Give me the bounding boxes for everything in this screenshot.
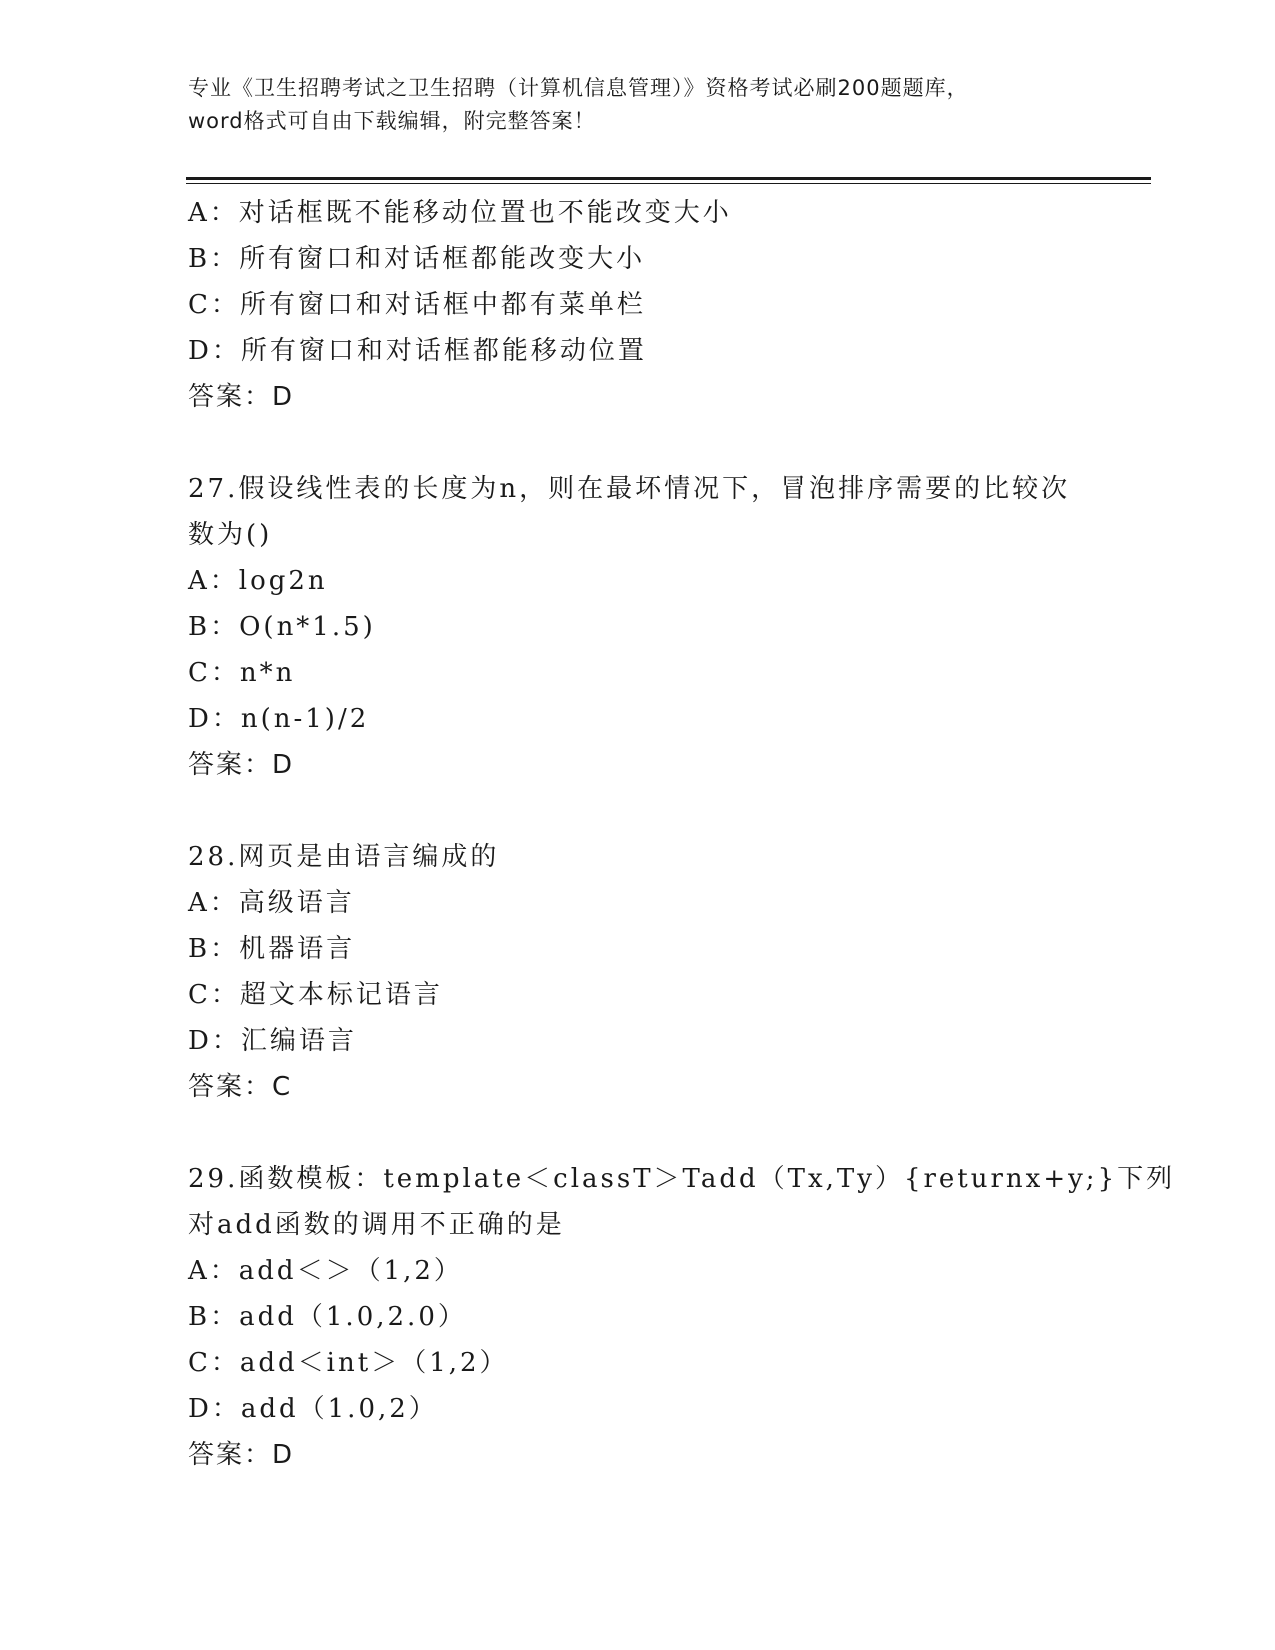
header-line-2: word格式可自由下载编辑，附完整答案！ xyxy=(188,109,596,133)
option-d: D：n(n-1)/2 xyxy=(188,704,370,734)
question-stem-line: 27.假设线性表的长度为n，则在最坏情况下，冒泡排序需要的比较次 xyxy=(188,474,1071,504)
question-26-continued xyxy=(188,190,1088,420)
header-rule-thin xyxy=(186,183,1151,184)
spacer xyxy=(188,788,1088,834)
option-d: D：add（1.0,2） xyxy=(188,1394,438,1424)
question-stem-line: 对add函数的调用不正确的是 xyxy=(188,1210,565,1240)
question-27 xyxy=(188,466,1088,788)
option-a: A：对话框既不能移动位置也不能改变大小 xyxy=(188,198,732,228)
question-stem-line: 数为() xyxy=(188,520,273,550)
option-c: C：add＜int＞（1,2） xyxy=(188,1348,509,1378)
option-b: B：add（1.0,2.0） xyxy=(188,1302,467,1332)
document-header xyxy=(188,72,1088,138)
option-d: D：所有窗口和对话框都能移动位置 xyxy=(188,336,647,366)
spacer xyxy=(188,1110,1088,1156)
answer-line: 答案：C xyxy=(188,1072,293,1102)
option-a: A：add＜＞（1,2） xyxy=(188,1256,463,1286)
option-d: D：汇编语言 xyxy=(188,1026,357,1056)
option-a: A：高级语言 xyxy=(188,888,355,918)
answer-line: 答案：D xyxy=(188,1440,295,1470)
question-28 xyxy=(188,834,1088,1110)
option-c: C：所有窗口和对话框中都有菜单栏 xyxy=(188,290,646,320)
option-a: A：log2n xyxy=(188,566,328,596)
option-c: C：超文本标记语言 xyxy=(188,980,443,1010)
header-rule-thick xyxy=(186,177,1151,180)
option-b: B：所有窗口和对话框都能改变大小 xyxy=(188,244,646,274)
option-b: B：O(n*1.5) xyxy=(188,612,376,642)
question-stem-line: 28.网页是由语言编成的 xyxy=(188,842,500,872)
document-body xyxy=(188,190,1176,1478)
question-stem-line: 29.函数模板：template＜classT＞Tadd（Tx,Ty）{returnx+y;}下列 xyxy=(188,1164,1176,1194)
spacer xyxy=(188,420,1088,466)
header-line-1: 专业《卫生招聘考试之卫生招聘（计算机信息管理）》资格考试必刷200题题库， xyxy=(188,76,969,100)
answer-line: 答案：D xyxy=(188,382,295,412)
option-c: C：n*n xyxy=(188,658,296,688)
option-b: B：机器语言 xyxy=(188,934,356,964)
answer-line: 答案：D xyxy=(188,750,295,780)
question-29 xyxy=(188,1156,1176,1478)
